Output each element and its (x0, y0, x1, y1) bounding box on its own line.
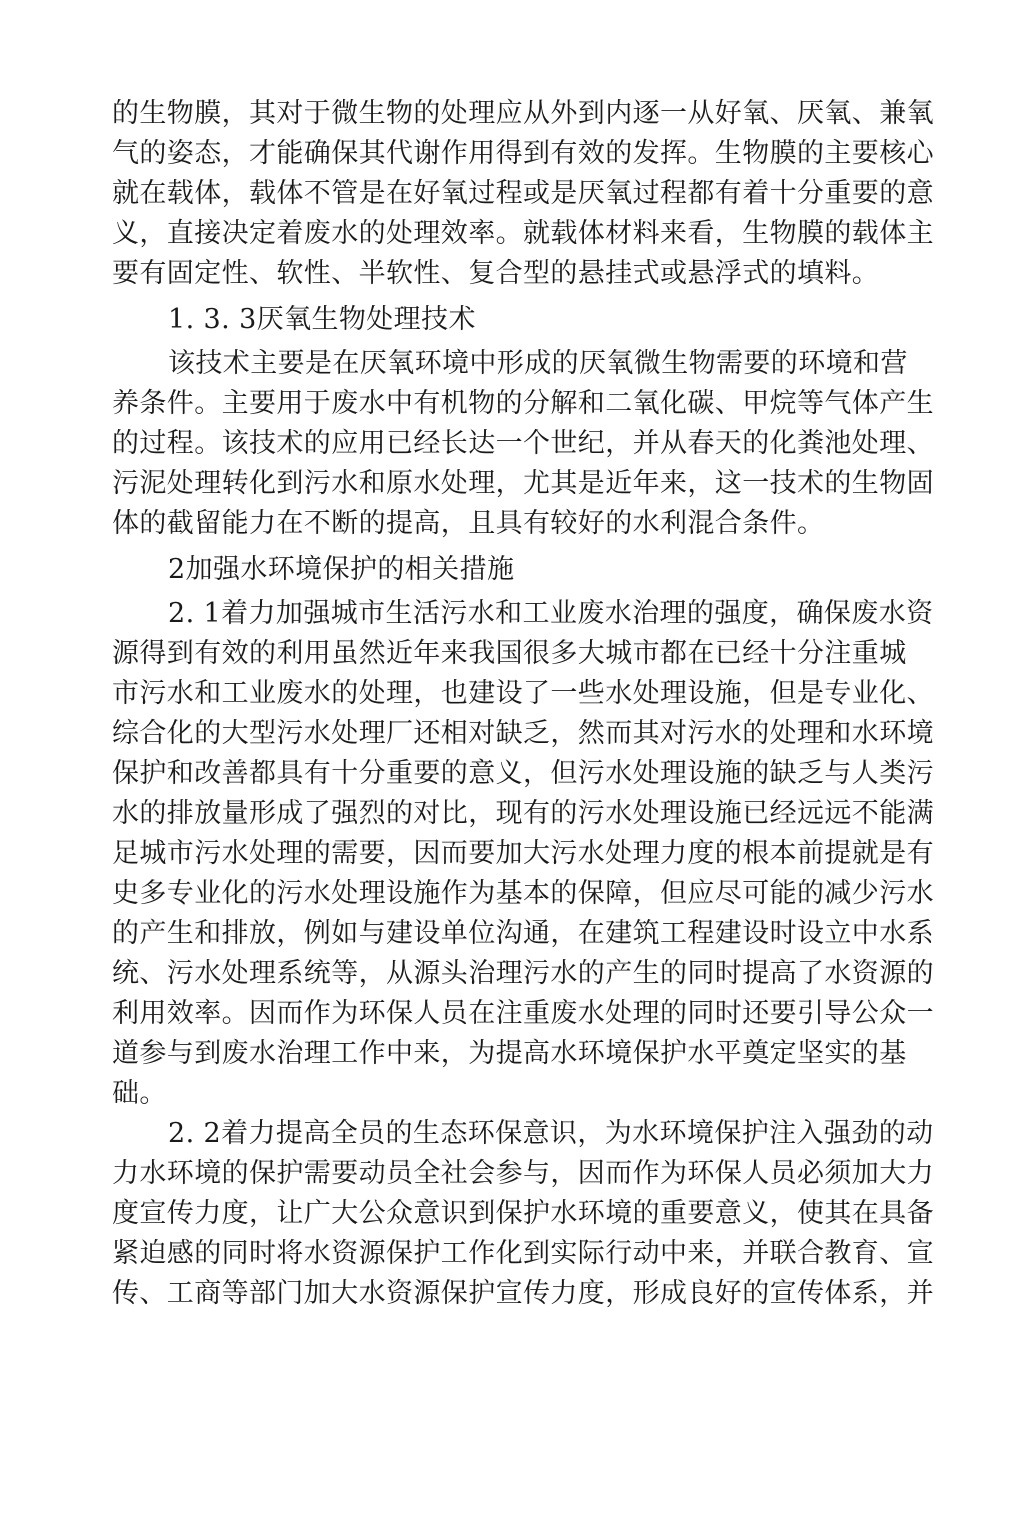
text-line: 的过程。该技术的应用已经长达一个世纪，并从春天的化粪池处理、 (112, 428, 934, 459)
heading-text: 1. 3. 3厌氧生物处理技术 (168, 304, 476, 335)
text-line: 综合化的大型污水处理厂还相对缺乏，然而其对污水的处理和水环境 (112, 718, 934, 749)
text-line: 该技术主要是在厌氧环境中形成的厌氧微生物需要的环境和营 (168, 348, 908, 379)
text-line: 要有固定性、软性、半软性、复合型的悬挂式或悬浮式的填料。 (112, 258, 880, 289)
heading-text: 2加强水环境保护的相关措施 (168, 554, 515, 585)
text-line: 市污水和工业废水的处理，也建设了一些水处理设施，但是专业化、 (112, 678, 934, 709)
text-line: 气的姿态，才能确保其代谢作用得到有效的发挥。生物膜的主要核心 (112, 138, 934, 169)
text-line: 源得到有效的利用虽然近年来我国很多大城市都在已经十分注重城 (112, 638, 907, 669)
text-line: 传、工商等部门加大水资源保护宣传力度，形成良好的宣传体系，并 (112, 1278, 934, 1309)
section-heading-1-3-3 (112, 294, 912, 344)
paragraph-biofilm-continued (112, 94, 934, 294)
text-line: 污泥处理转化到污水和原水处理，尤其是近年来，这一技术的生物固 (112, 468, 934, 499)
section-heading-2 (112, 544, 912, 594)
text-line: 2. 1着力加强城市生活污水和工业废水治理的强度，确保废水资 (168, 598, 934, 629)
text-line: 2. 2着力提高全员的生态环保意识，为水环境保护注入强劲的动 (168, 1118, 934, 1149)
text-line: 度宣传力度，让广大公众意识到保护水环境的重要意义，使其在具备 (112, 1198, 934, 1229)
text-line: 的产生和排放，例如与建设单位沟通，在建筑工程建设时设立中水系 (112, 918, 934, 949)
text-line: 保护和改善都具有十分重要的意义，但污水处理设施的缺乏与人类污 (112, 758, 934, 789)
document-page (112, 94, 934, 1314)
text-line: 义，直接决定着废水的处理效率。就载体材料来看，生物膜的载体主 (112, 218, 934, 249)
text-line: 力水环境的保护需要动员全社会参与，因而作为环保人员必须加大力 (112, 1158, 934, 1189)
text-line: 养条件。主要用于废水中有机物的分解和二氧化碳、甲烷等气体产生 (112, 388, 934, 419)
text-line: 利用效率。因而作为环保人员在注重废水处理的同时还要引导公众一 (112, 998, 934, 1029)
text-line: 础。 (112, 1078, 167, 1109)
text-line: 统、污水处理系统等，从源头治理污水的产生的同时提高了水资源的 (112, 958, 934, 989)
text-line: 足城市污水处理的需要，因而要加大污水处理力度的根本前提就是有 (112, 838, 934, 869)
text-line: 水的排放量形成了强烈的对比，现有的污水处理设施已经远远不能满 (112, 798, 934, 829)
paragraph-anaerobic-treatment (112, 344, 934, 544)
text-line: 紧迫感的同时将水资源保护工作化到实际行动中来，并联合教育、宣 (112, 1238, 934, 1269)
text-line: 就在载体，载体不管是在好氧过程或是厌氧过程都有着十分重要的意 (112, 178, 934, 209)
text-line: 道参与到废水治理工作中来，为提高水环境保护水平奠定坚实的基 (112, 1038, 907, 1069)
paragraph-2-2 (112, 1114, 934, 1314)
text-line: 史多专业化的污水处理设施作为基本的保障，但应尽可能的减少污水 (112, 878, 934, 909)
text-line: 体的截留能力在不断的提高，且具有较好的水利混合条件。 (112, 508, 825, 539)
paragraph-2-1 (112, 594, 934, 1114)
text-line: 的生物膜，其对于微生物的处理应从外到内逐一从好氧、厌氧、兼氧 (112, 98, 934, 129)
